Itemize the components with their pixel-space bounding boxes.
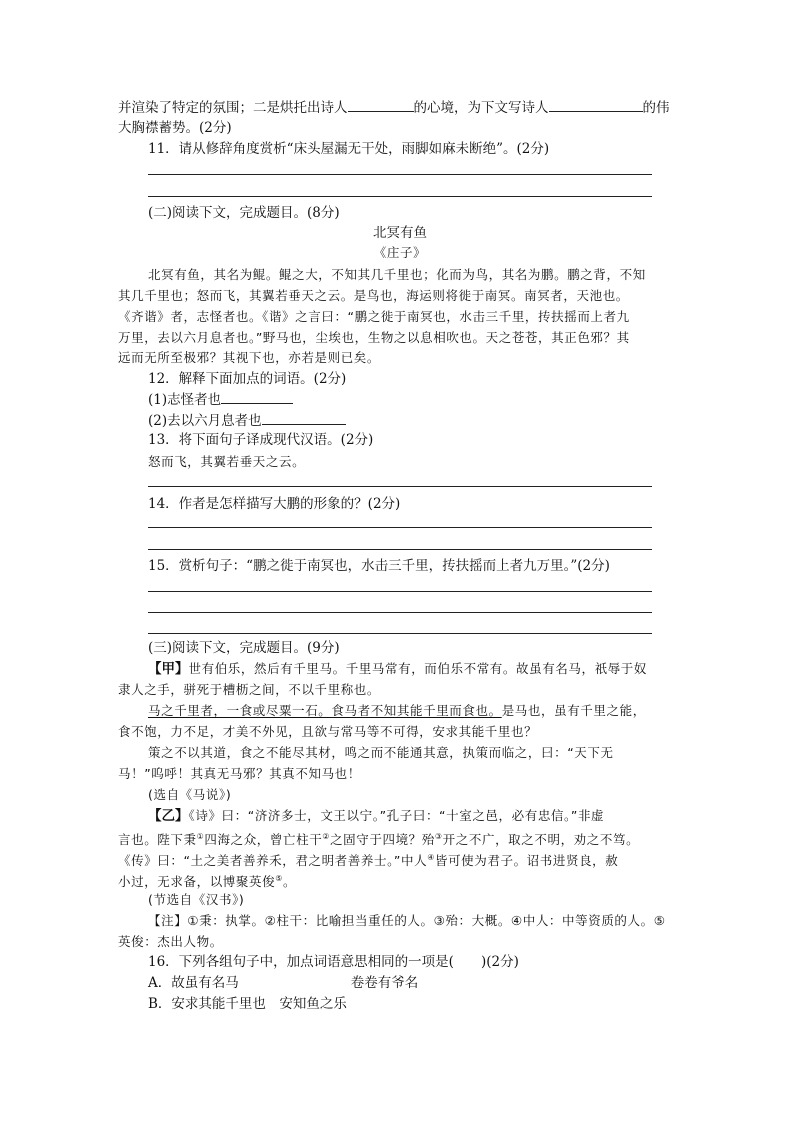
passage-yi-line: 言也。陛下秉①四海之众，曾亡柱干②之固守于四境？殆③开之不广，取之不明，劝之不笃。 [118,832,640,848]
source-note: (选自《马说》) [148,787,232,802]
note-mark: ③ [434,832,443,841]
question-13: 13．将下面句子译成现代汉语。(2分) [148,432,374,448]
question-12-item-2: (2)去以六月息者也 [148,410,688,431]
section-3-heading: (三)阅读下文，完成题目。(9分) [148,640,340,656]
passage-line: 万里，去以六月息者也。”野马也，尘埃也，生物之以息相吹也。天之苍苍，其正色邪？其 [118,330,630,345]
passage-jia-line: 马之千里者，一食或尽粟一石。食马者不知其能千里而食也。是马也，虽有千里之能， [148,703,646,718]
note-mark: ② [322,832,331,841]
intro-line-1 [118,97,670,118]
note-mark: ⑤ [275,874,283,883]
question-14: 14．作者是怎样描写大鹏的形象的？(2分) [148,496,401,512]
note-mark: ④ [427,853,435,862]
label-yi: 【乙】 [148,808,189,824]
passage-jia-line: 隶人之手，骈死于槽枥之间，不以千里称也。 [118,682,381,697]
section-2-heading: (二)阅读下文，完成题目。(8分) [148,205,340,221]
question-16: 16．下列各组句子中，加点词语意思相同的一项是( )(2分) [148,954,519,970]
passage-line: 远而无所至极邪？其视下也，亦若是则已矣。 [118,350,381,365]
answer-blank-1[interactable] [348,97,414,112]
passage-yi-line: 【乙】《诗》曰：“济济多士，文王以宁。”孔子曰：“十室之邑，必有忠信。”非虚 [148,808,605,824]
answer-line[interactable] [148,549,652,550]
answer-line[interactable] [148,174,652,175]
question-12: 12．解释下面加点的词语。(2分) [148,371,347,387]
answer-line[interactable] [148,612,652,613]
answer-line[interactable] [148,486,652,487]
intro-text-b: 的心境，为下文写诗人 [413,100,549,116]
passage-title: 北冥有鱼 [373,225,427,241]
intro-text-a: 并渲染了特定的氛围；二是烘托出诗人 [118,100,348,116]
intro-text-c: 的伟 [642,100,670,116]
label-jia: 【甲】 [148,661,189,677]
note-mark: ① [196,832,205,841]
intro-line-2: 大胸襟蓄势。(2分) [118,120,232,136]
option-b[interactable]: B．安求其能千里也 安知鱼之乐 [148,996,347,1012]
passage-line: 其几千里也；怒而飞，其翼若垂天之云。是鸟也，海运则将徙于南冥。南冥者，天池也。 [118,288,629,303]
footnote-line: 【注】①秉：执掌。②柱干：比喻担当重任的人。③殆：大概。④中人：中等资质的人。⑤ [148,913,666,928]
answer-line[interactable] [148,591,652,592]
question-15: 15．赏析句子：“鹏之徙于南冥也，水击三千里，抟扶摇而上者九万里。”(2分) [148,558,610,574]
question-12-item-1: (1)志怪者也 [148,389,688,410]
answer-line[interactable] [148,527,652,528]
answer-line[interactable] [148,196,652,197]
answer-line[interactable] [148,633,652,634]
question-13-sentence: 怒而飞，其翼若垂天之云。 [148,454,306,469]
question-11: 11．请从修辞角度赏析“床头屋漏无干处，雨脚如麻未断绝”。(2分) [148,141,550,157]
passage-jia-line: 食不饱，力不足，才美不外见，且欲与常马等不可得，安求其能千里也？ [118,724,538,739]
passage-yi-line: 小过，无求备，以博聚英俊⑤。 [118,874,297,890]
passage-author: 《庄子》 [373,245,427,260]
answer-blank-2[interactable] [549,97,643,112]
source-note: (节选自《汉书》) [148,892,245,907]
footnote-line: 英俊：杰出人物。 [118,934,223,949]
answer-blank[interactable] [262,410,346,425]
answer-blank[interactable] [221,389,293,404]
passage-jia-line: 策之不以其道，食之不能尽其材，鸣之而不能通其意，执策而临之，曰：“天下无 [148,745,614,760]
passage-jia-line: 马！”呜呼！其真无马邪？其真不知马也！ [118,766,361,781]
passage-line: 《齐谐》者，志怪者也。《谐》之言曰：“鹏之徙于南冥也，水击三千里，抟扶摇而上者九 [118,309,630,324]
underlined-sentence: 马之千里者，一食或尽粟一石。食马者不知其能千里而食也。 [148,703,502,718]
option-a[interactable]: A．故虽有名马 卷卷有爷名 [148,975,419,991]
passage-line: 北冥有鱼，其名为鲲。鲲之大，不知其几千里也；化而为鸟，其名为鹏。鹏之背，不知 [148,267,646,282]
passage-jia-line: 【甲】世有伯乐，然后有千里马。千里马常有，而伯乐不常有。故虽有名马，祇辱于奴 [148,661,648,677]
passage-yi-line: 《传》曰：“土之美者善养禾，君之明者善养士。”中人④皆可使为君子。诏书进贤良，赦 [118,853,619,869]
